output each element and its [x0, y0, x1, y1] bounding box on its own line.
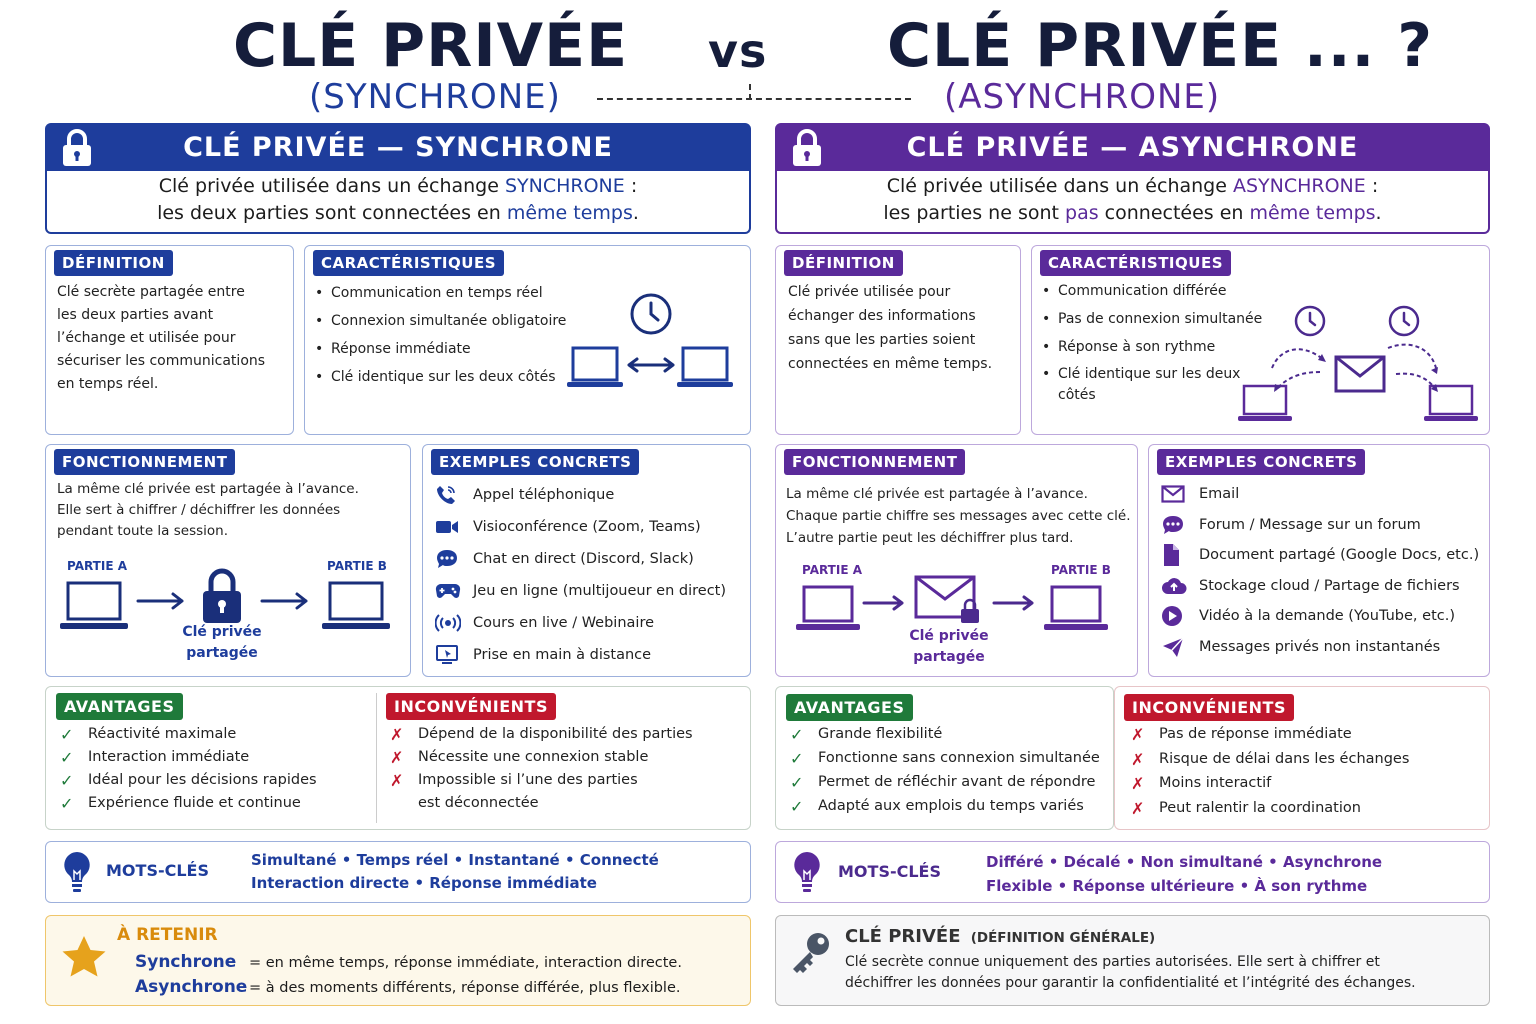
advantage-text: Adapté aux emplois du temps variés — [818, 798, 1084, 814]
send-icon — [1161, 636, 1199, 658]
example-text: Appel téléphonique — [473, 487, 615, 503]
cross-icon: ✗ — [1131, 725, 1145, 744]
shared-key-line: Clé privée — [182, 624, 262, 640]
check-icon: ✓ — [790, 773, 804, 792]
double-arrow-icon — [629, 359, 673, 371]
envelope-icon — [1161, 485, 1199, 503]
disadvantage-text: Peut ralentir la coordination — [1159, 799, 1361, 816]
cross-icon: ✗ — [1131, 798, 1145, 818]
left-subtitle: (SYNCHRONE) — [309, 77, 561, 117]
check-icon: ✓ — [790, 749, 804, 768]
advantage-text: Expérience fluide et continue — [88, 795, 301, 811]
characteristic-item: • Pas de connexion simultanée — [1042, 305, 1262, 333]
left-definition-box — [45, 245, 294, 435]
laptop-icon — [567, 348, 623, 387]
characteristic-text: côtés — [1058, 387, 1096, 403]
intro-text: . — [1375, 202, 1382, 224]
disadvantage-item — [1131, 748, 1409, 773]
laptop-icon — [677, 348, 733, 387]
definition-line: sans que les parties soient — [788, 332, 976, 348]
cross-icon: ✗ — [1131, 774, 1145, 793]
dashed-arrows — [1272, 345, 1436, 390]
lightbulb-icon — [792, 850, 822, 894]
arrow-right-icon — [138, 594, 182, 608]
check-icon: ✓ — [60, 725, 74, 744]
encrypted-envelope-icon — [916, 577, 979, 623]
broadcast-icon — [435, 613, 473, 633]
intro-text: Clé privée utilisée dans un échange — [158, 175, 505, 197]
check-icon: ✓ — [790, 725, 804, 744]
example-text: Vidéo à la demande (YouTube, etc.) — [1199, 608, 1455, 625]
characteristic-item: • Réponse immédiate — [315, 335, 566, 363]
intro-highlight: pas — [1065, 202, 1099, 224]
right-functioning-label: FONCTIONNEMENT — [784, 449, 965, 475]
definition-line: Clé privée utilisée pour — [788, 284, 951, 300]
laptop-icon — [1238, 386, 1292, 421]
cloud-upload-icon — [1161, 576, 1199, 596]
advantage-item — [60, 792, 317, 815]
intro-highlight: même temps — [1249, 202, 1376, 224]
disadvantage-text: Moins interactif — [1159, 775, 1272, 791]
example-item — [1161, 479, 1479, 510]
characteristic-item: • Communication en temps réel — [315, 279, 566, 307]
example-text: Cours en live / Webinaire — [473, 615, 655, 631]
advantage-text: Permet de réfléchir avant de répondre — [818, 774, 1096, 790]
definition-line: connectées en même temps. — [788, 356, 993, 372]
right-subtitle: (ASYNCHRONE) — [944, 77, 1221, 117]
lock-icon — [61, 129, 93, 167]
example-text: Messages privés non instantanés — [1199, 638, 1441, 655]
realtime-laptops-illustration — [567, 290, 747, 400]
example-item — [435, 543, 726, 575]
intro-highlight: même temps — [506, 202, 633, 224]
intro-highlight: ASYNCHRONE — [1232, 175, 1366, 197]
retain-term: Asynchrone — [135, 977, 248, 997]
right-disadvantages-label: INCONVÉNIENTS — [1124, 694, 1294, 721]
retain-definition: = à des moments différents, réponse différée, plus flexible. — [249, 980, 681, 996]
left-characteristics-label: CARACTÉRISTIQUES — [313, 250, 504, 276]
functioning-line: pendant toute la session. — [57, 523, 228, 539]
characteristic-item: • Réponse à son rythme — [1042, 333, 1262, 361]
cross-icon: ✗ — [390, 748, 404, 767]
cross-icon: ✗ — [1131, 749, 1145, 769]
left-keywords-label: MOTS-CLÉS — [106, 861, 209, 880]
advantage-item — [60, 769, 317, 792]
retain-term: Synchrone — [135, 952, 237, 972]
example-text: Chat en direct (Discord, Slack) — [473, 551, 694, 567]
disadvantage-item — [390, 769, 693, 792]
left-pros-cons-box — [45, 686, 751, 830]
right-advantages-label: AVANTAGES — [786, 694, 913, 721]
functioning-line: L’autre partie peut les déchiffrer plus tard. — [786, 530, 1074, 546]
right-definition-box — [775, 245, 1021, 435]
keywords-line: Interaction directe • Réponse immédiate — [251, 874, 597, 892]
definition-line: sécuriser les communications — [57, 353, 266, 369]
chat-icon — [435, 548, 473, 570]
functioning-line: La même clé privée est partagée à l’avance. — [786, 486, 1088, 502]
arrow-right-icon — [864, 597, 902, 609]
characteristic-item: • Communication différée — [1042, 277, 1262, 305]
cross-icon: ✗ — [390, 725, 404, 744]
definition-line: échanger des informations — [788, 308, 976, 324]
lock-icon — [791, 129, 823, 167]
intro-text: . — [632, 202, 639, 224]
disadvantage-item — [390, 792, 693, 815]
right-banner — [775, 123, 1490, 171]
example-item — [1161, 601, 1479, 632]
clock-icon — [632, 295, 670, 333]
disadvantage-item — [1131, 797, 1409, 822]
right-disadvantages-box — [1114, 686, 1490, 830]
right-advantages-box — [775, 686, 1114, 830]
characteristic-item: • Clé identique sur les deux côtés — [315, 363, 566, 391]
party-a-label: PARTIE A — [67, 559, 127, 573]
disadvantage-text: Dépend de la disponibilité des parties — [418, 726, 693, 742]
advantage-text: Réactivité maximale — [88, 726, 237, 742]
laptop-icon — [796, 587, 860, 630]
disadvantage-text: Risque de délai dans les échanges — [1159, 750, 1410, 767]
example-item — [1161, 571, 1479, 602]
async-exchange-illustration — [1238, 302, 1488, 426]
definition-line: en temps réel. — [57, 376, 159, 392]
star-icon — [60, 934, 108, 980]
advantage-text: Fonctionne sans connexion simultanée — [818, 750, 1100, 766]
right-examples-label: EXEMPLES CONCRETS — [1157, 449, 1365, 475]
example-item — [435, 511, 726, 543]
example-text: Jeu en ligne (multijoueur en direct) — [473, 583, 727, 599]
left-definition-label: DÉFINITION — [54, 250, 173, 276]
definition-line: Clé secrète partagée entre — [57, 284, 245, 300]
disadvantage-text: Nécessite une connexion stable — [418, 749, 649, 765]
example-item — [1161, 510, 1479, 541]
remote-screen-icon — [435, 644, 473, 666]
intro-text: les deux parties sont connectées en — [157, 202, 507, 224]
phone-icon — [435, 484, 473, 506]
check-icon: ✓ — [60, 771, 74, 790]
example-text: Document partagé (Google Docs, etc.) — [1199, 547, 1480, 564]
intro-text: les parties ne sont — [883, 202, 1066, 224]
left-functioning-label: FONCTIONNEMENT — [54, 449, 235, 475]
retain-box — [45, 915, 751, 1006]
characteristic-text: Clé identique sur les deux — [1058, 366, 1241, 382]
play-icon — [1161, 605, 1199, 627]
document-icon — [1161, 543, 1199, 567]
retain-label: À RETENIR — [117, 925, 218, 945]
disadvantage-item — [1131, 723, 1409, 748]
shared-key-line: partagée — [913, 649, 985, 665]
advantage-item — [60, 746, 317, 769]
right-banner-title: CLÉ PRIVÉE — ASYNCHRONE — [906, 131, 1359, 163]
right-keywords-label: MOTS-CLÉS — [838, 862, 941, 881]
example-text: Prise en main à distance — [473, 647, 652, 663]
laptop-icon — [322, 583, 390, 629]
definition-line: l’échange et utilisée pour — [57, 330, 236, 346]
left-examples-label: EXEMPLES CONCRETS — [431, 449, 639, 475]
key-icon — [788, 930, 832, 976]
shared-key-label — [166, 622, 278, 664]
arrow-right-icon — [994, 597, 1032, 609]
party-b-label: PARTIE B — [327, 559, 387, 573]
intro-text: : — [1365, 175, 1379, 197]
shared-key-line: partagée — [186, 645, 258, 661]
advantage-text: Interaction immédiate — [88, 749, 250, 765]
intro-highlight: SYNCHRONE — [504, 175, 625, 197]
advantage-item — [790, 795, 1100, 819]
example-text: Forum / Message sur un forum — [1199, 516, 1421, 533]
left-advantages-label: AVANTAGES — [56, 693, 183, 720]
arrow-right-icon — [262, 594, 306, 608]
laptop-icon — [1044, 587, 1108, 630]
example-text: Visioconférence (Zoom, Teams) — [473, 519, 701, 535]
left-keywords-box — [45, 841, 751, 903]
envelope-icon — [1336, 357, 1384, 391]
clock-icon — [1296, 307, 1324, 335]
disadvantage-text: Impossible si l’une des parties — [418, 772, 638, 788]
lightbulb-icon — [62, 850, 92, 894]
intro-text: Clé privée utilisée dans un échange — [886, 175, 1233, 197]
general-subtitle: (DÉFINITION GÉNÉRALE) — [970, 930, 1156, 946]
definition-line: les deux parties avant — [57, 307, 214, 323]
disadvantage-item — [390, 746, 693, 769]
divider — [376, 693, 377, 823]
example-item — [435, 479, 726, 511]
shared-key-line: Clé privée — [909, 628, 989, 644]
right-characteristics-label: CARACTÉRISTIQUES — [1040, 250, 1231, 276]
right-examples-box — [1148, 444, 1490, 677]
right-functioning-box — [775, 444, 1138, 677]
laptop-icon — [1424, 386, 1478, 421]
general-definition-line: Clé secrète connue uniquement des parties autorisées. Elle sert à chiffrer et — [845, 954, 1380, 970]
left-functioning-box — [45, 444, 411, 677]
left-intro — [45, 171, 751, 234]
disadvantage-text: Pas de réponse immédiate — [1159, 726, 1352, 742]
advantage-text: Grande flexibilité — [818, 726, 943, 742]
right-characteristics-box — [1031, 245, 1490, 435]
advantage-text: Idéal pour les décisions rapides — [88, 772, 317, 788]
example-text: Email — [1199, 486, 1240, 503]
advantage-item — [790, 747, 1100, 771]
example-item — [435, 607, 726, 639]
advantage-item — [790, 723, 1100, 747]
example-item — [435, 639, 726, 671]
check-icon: ✓ — [60, 794, 74, 813]
general-definition-line: déchiffrer les données pour garantir la confidentialité et l’intégrité des échanges. — [845, 975, 1416, 991]
keywords-line: Flexible • Réponse ultérieure • À son rythme — [986, 877, 1368, 895]
keywords-line: Simultané • Temps réel • Instantané • Connecté — [251, 851, 659, 869]
disadvantage-text: est déconnectée — [418, 795, 539, 811]
gamepad-icon — [435, 582, 473, 600]
general-title: CLÉ PRIVÉE — [845, 926, 961, 947]
advantage-item — [60, 723, 317, 746]
example-item — [1161, 540, 1479, 571]
retain-definition: = en même temps, réponse immédiate, interaction directe. — [249, 955, 682, 971]
left-examples-box — [422, 444, 751, 677]
functioning-line: Elle sert à chiffrer / déchiffrer les données — [57, 502, 341, 518]
forum-icon — [1161, 514, 1199, 536]
header-divider — [597, 98, 911, 100]
right-main-title: CLÉ PRIVÉE ... ? — [887, 11, 1434, 81]
video-camera-icon — [435, 518, 473, 536]
cross-icon: ✗ — [390, 771, 404, 790]
keywords-line: Différé • Décalé • Non simultané • Asynchrone — [986, 853, 1383, 871]
left-banner-title: CLÉ PRIVÉE — SYNCHRONE — [183, 131, 613, 163]
laptop-icon — [60, 583, 128, 629]
advantage-item — [790, 771, 1100, 795]
header-divider-tick — [749, 84, 751, 100]
example-item — [1161, 632, 1479, 663]
example-item — [435, 575, 726, 607]
general-definition-box — [775, 915, 1490, 1006]
party-a-label: PARTIE A — [802, 563, 862, 577]
right-intro — [775, 171, 1490, 234]
characteristic-item — [1042, 361, 1262, 406]
intro-text: : — [624, 175, 638, 197]
lock-icon — [203, 571, 241, 623]
functioning-line: Chaque partie chiffre ses messages avec cette clé. — [786, 508, 1131, 524]
check-icon: ✓ — [60, 748, 74, 767]
clock-icon — [1390, 307, 1418, 335]
right-keywords-box — [775, 841, 1490, 903]
shared-key-label — [893, 626, 1005, 668]
left-main-title: CLÉ PRIVÉE — [233, 11, 629, 81]
disadvantage-item — [390, 723, 693, 746]
functioning-line: La même clé privée est partagée à l’avance. — [57, 481, 359, 497]
example-text: Stockage cloud / Partage de fichiers — [1199, 577, 1460, 594]
intro-text: connectées en — [1098, 202, 1250, 224]
right-definition-label: DÉFINITION — [784, 250, 903, 276]
left-disadvantages-label: INCONVÉNIENTS — [386, 693, 556, 720]
party-b-label: PARTIE B — [1051, 563, 1111, 577]
check-icon: ✓ — [790, 797, 804, 816]
disadvantage-item — [1131, 772, 1409, 797]
left-banner — [45, 123, 751, 171]
characteristic-item: • Connexion simultanée obligatoire — [315, 307, 566, 335]
vs-label: vs — [708, 24, 768, 78]
left-characteristics-box — [304, 245, 751, 435]
